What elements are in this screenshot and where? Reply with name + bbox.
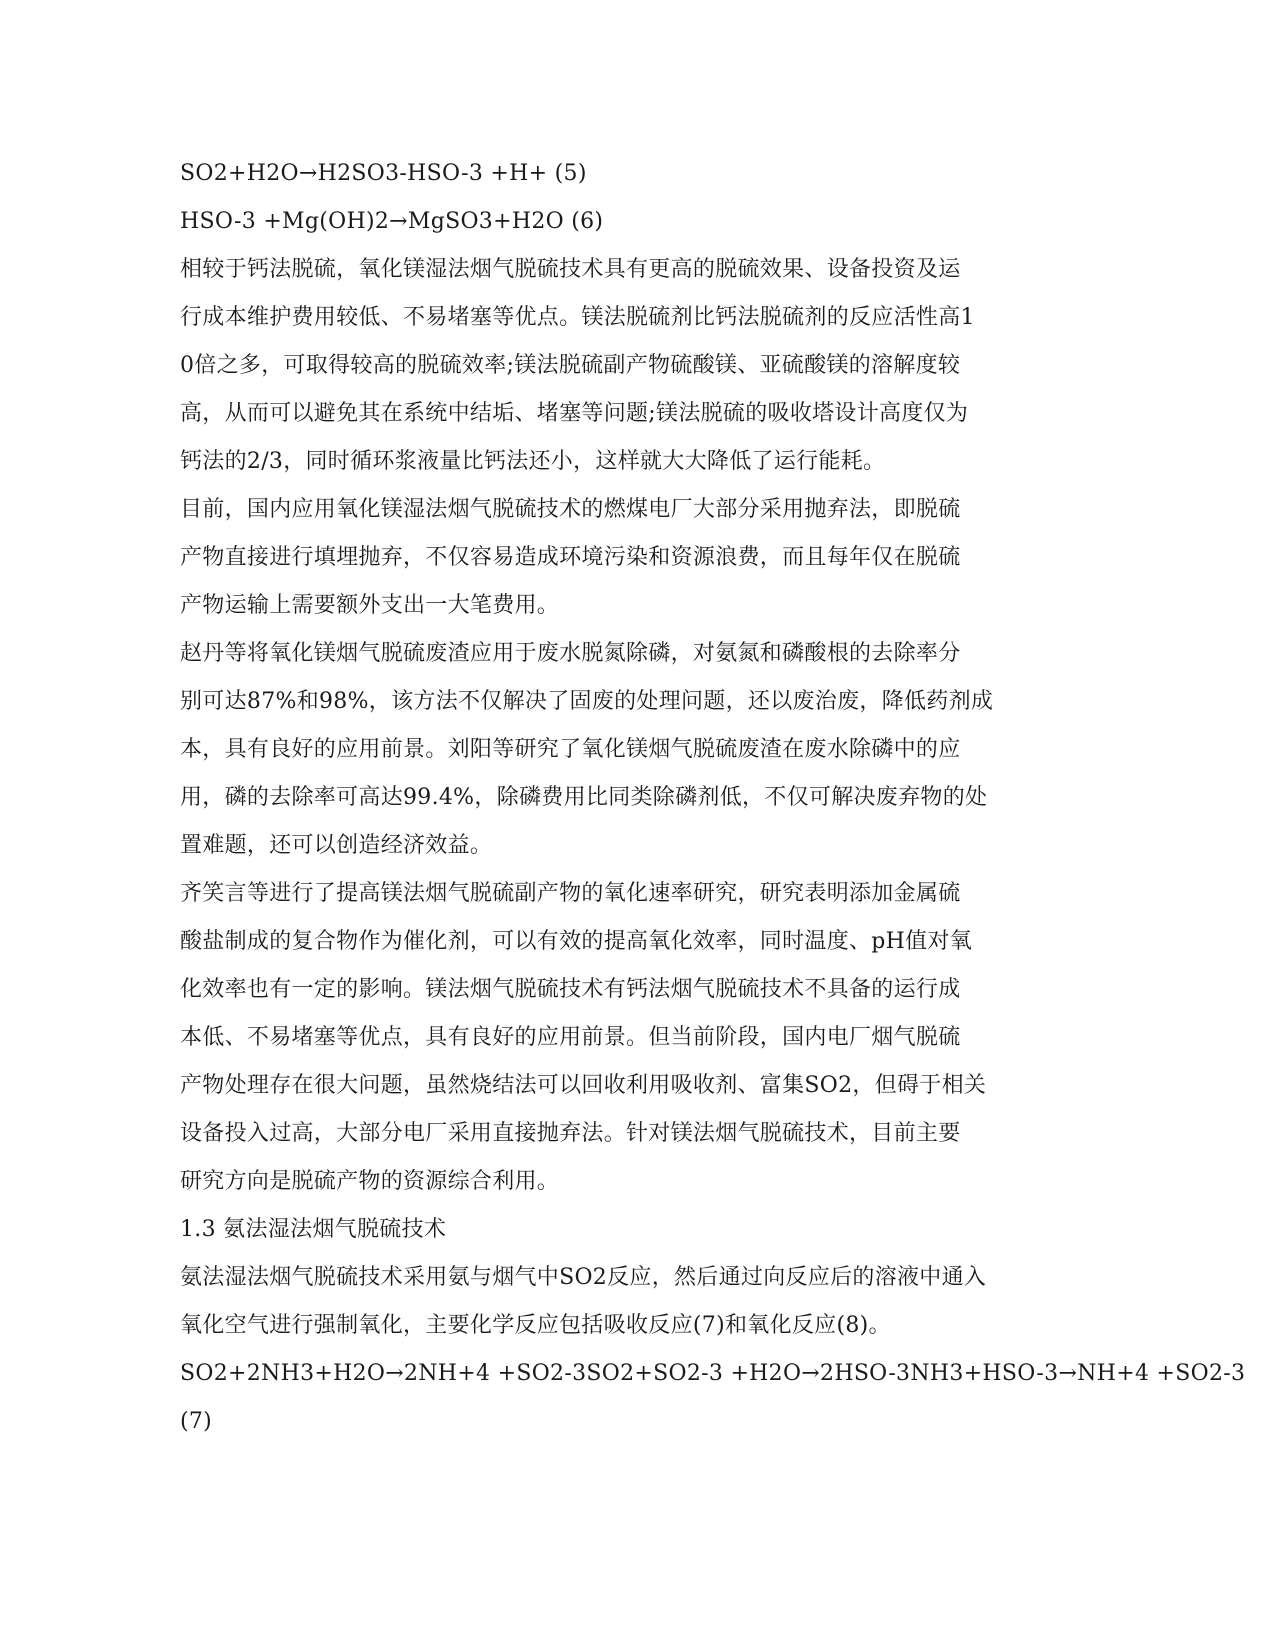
paragraph-ammonia-method [180, 1254, 1080, 1350]
equation-6: HSO-3 +Mg(OH)2→MgSO3+H2O (6) [180, 209, 604, 234]
text-line: 齐笑言等进行了提高镁法烟气脱硫副产物的氧化速率研究，研究表明添加金属硫 [180, 881, 961, 906]
text-line: 置难题，还可以创造经济效益。 [180, 833, 493, 858]
text-line: 0倍之多，可取得较高的脱硫效率;镁法脱硫副产物硫酸镁、亚硫酸镁的溶解度较 [180, 353, 961, 378]
text-line: 产物运输上需要额外支出一大笔费用。 [180, 593, 560, 618]
section-heading: 1.3 氨法湿法烟气脱硫技术 [180, 1217, 447, 1242]
text-line: 酸盐制成的复合物作为催化剂，可以有效的提高氧化效率，同时温度、pH值对氧 [180, 929, 973, 954]
text-line: 高，从而可以避免其在系统中结垢、堵塞等问题;镁法脱硫的吸收塔设计高度仅为 [180, 401, 969, 426]
document-page [180, 150, 1246, 1446]
equation-line: SO2+2NH3+H2O→2NH+4 +SO2-3SO2+SO2-3 +H2O→2HSO-3NH3+HSO-3→NH+4 +SO2-3 [180, 1361, 1246, 1386]
paragraph-waste-reuse [180, 630, 1080, 870]
paragraph-magnesium-advantages [180, 246, 1080, 486]
text-line: 别可达87%和98%，该方法不仅解决了固废的处理问题，还以废治废，降低药剂成 [180, 689, 994, 714]
paragraph-domestic-application [180, 486, 1080, 630]
text-line: 本，具有良好的应用前景。刘阳等研究了氧化镁烟气脱硫废渣在废水除磷中的应 [180, 737, 961, 762]
text-line: 赵丹等将氧化镁烟气脱硫废渣应用于废水脱氮除磷，对氨氮和磷酸根的去除率分 [180, 641, 961, 666]
equation-5: SO2+H2O→H2SO3-HSO-3 +H+ (5) [180, 161, 587, 186]
text-line: 用，磷的去除率可高达99.4%，除磷费用比同类除磷剂低，不仅可解决废弃物的处 [180, 785, 988, 810]
text-line: 氧化空气进行强制氧化，主要化学反应包括吸收反应(7)和氧化反应(8)。 [180, 1313, 891, 1338]
text-line: 行成本维护费用较低、不易堵塞等优点。镁法脱硫剂比钙法脱硫剂的反应活性高1 [180, 305, 975, 330]
text-line: 相较于钙法脱硫，氧化镁湿法烟气脱硫技术具有更高的脱硫效果、设备投资及运 [180, 257, 961, 282]
text-line: 化效率也有一定的影响。镁法烟气脱硫技术有钙法烟气脱硫技术不具备的运行成 [180, 977, 961, 1002]
text-line: 产物处理存在很大问题，虽然烧结法可以回收利用吸收剂、富集SO2，但碍于相关 [180, 1073, 987, 1098]
text-line: 目前，国内应用氧化镁湿法烟气脱硫技术的燃煤电厂大部分采用抛弃法，即脱硫 [180, 497, 961, 522]
text-line: 氨法湿法烟气脱硫技术采用氨与烟气中SO2反应，然后通过向反应后的溶液中通入 [180, 1265, 987, 1290]
text-line: 研究方向是脱硫产物的资源综合利用。 [180, 1169, 560, 1194]
text-line: 产物直接进行填埋抛弃，不仅容易造成环境污染和资源浪费，而且每年仅在脱硫 [180, 545, 961, 570]
text-line: 设备投入过高，大部分电厂采用直接抛弃法。针对镁法烟气脱硫技术，目前主要 [180, 1121, 961, 1146]
equation-number: (7) [180, 1409, 213, 1434]
text-line: 本低、不易堵塞等优点，具有良好的应用前景。但当前阶段，国内电厂烟气脱硫 [180, 1025, 961, 1050]
paragraph-oxidation-research [180, 870, 1080, 1206]
text-line: 钙法的2/3，同时循环浆液量比钙法还小，这样就大大降低了运行能耗。 [180, 449, 886, 474]
equation-7 [180, 1350, 1246, 1446]
